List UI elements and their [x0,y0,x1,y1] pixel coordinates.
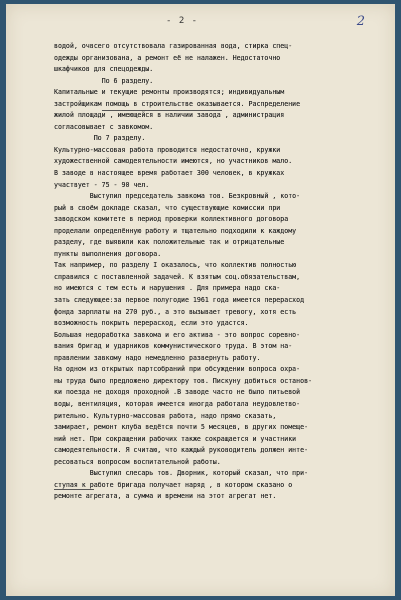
pen-underline [102,110,222,111]
text-line: жилой площади , имеющейся в наличии завода , администрация [54,111,285,120]
text-line: заводском комитете в период проверки коллективного договора [54,215,289,224]
text-line: пункты выполнения договора. [54,249,162,258]
text-line: По 6 разделу. [54,76,154,85]
text-line: ресоваться вопросом воспитательной работы. [54,457,221,466]
text-line: ны труда было предложено директору тов. Пискуну добиться останов- [54,376,313,385]
page-number: - 2 - [166,16,199,26]
text-line: ступая к работе бригада получает наряд , в котором сказано о [54,480,293,489]
text-line: правлении завкому надо немедленно развернуть работу. [54,353,261,362]
text-line: шкафчиков для спецодежды. [54,65,154,74]
text-line: проделали определённую работу и тщательно подходили к каждому [54,226,297,235]
text-line: но имеются с тем есть и нарушения . Для примера надо ска- [54,284,281,293]
handwritten-page-number: 2 [356,14,365,29]
text-line: ки поезда не доходя проходной .В заводе часто не было питьевой [54,388,301,397]
text-line: Капитальные и текущие ремонты производятся; индивидуальным [54,88,285,97]
text-line: На одном из открытых партсобраний при обсуждении вопроса охра- [54,365,301,374]
text-line: самодеятельности. Я считаю, что каждый руководитель должен инте- [54,446,309,455]
text-line: фонда зарплаты на 270 руб., а это вызывает тревогу, хотя есть [54,307,297,316]
text-line: Так например, по разделу I оказалось, что коллектив полностью [54,261,297,270]
text-line: зать следующее:за первое полугодие 1961 года имеется перерасход [54,296,305,305]
text-line: Большая недоработка завкома и его актива - это вопрос соревно- [54,330,301,339]
text-line: художественной самодеятельности имеются, но участников мало. [54,157,293,166]
text-line: воды, вентиляция, которая имеется иногда работала неудовлетво- [54,399,301,408]
document-page [6,4,395,596]
text-line: застройщикам помощь в строительстве оказывается. Распределение [54,99,301,108]
text-line: разделу, где выявили как положительные так и отрицательные [54,238,285,247]
text-line: ремонте агрегата, а сумма и времени на этот агрегат нет. [54,492,277,501]
text-line: Выступил слесарь тов. Дворник, который сказал, что при- [54,469,309,478]
text-line: одежды организована, а ремонт её не налажен. Недостаточно [54,53,281,62]
text-line: вания бригад и ударников коммунистического труда. В этом на- [54,342,293,351]
text-line: согласовывает с завкомом. [54,122,154,131]
pen-underline [54,489,94,490]
text-line: Выступил председатель завкома тов. Безкровный , кото- [54,192,301,201]
text-line: рый в своём докладе сказал, что существующие комиссии при [54,203,281,212]
text-line: участвует - 75 - 90 чел. [54,180,150,189]
text-line: справился с поставленной задачей. К взятым соц.обязательствам, [54,272,301,281]
text-line: ний нет. При сокращении рабочих также сокращается и участники [54,434,297,443]
text-line: возможность покрыть перерасход, если это удастся. [54,319,249,328]
text-line: По 7 разделу. [54,134,146,143]
text-line: замирает, ремонт клуба ведётся почти 5 месяцев, в других помеще- [54,423,309,432]
text-line: Культурно-массовая работа проводится недостаточно, кружки [54,145,281,154]
text-line: водой, очвсего отсутствовала газированная вода, стирка спец- [54,42,293,50]
text-line: В заводе в настоящее время работает 300 человек, в кружках [54,169,285,178]
text-line: рительно. Культурно-массовая работа, надо прямо сказать, [54,411,277,420]
